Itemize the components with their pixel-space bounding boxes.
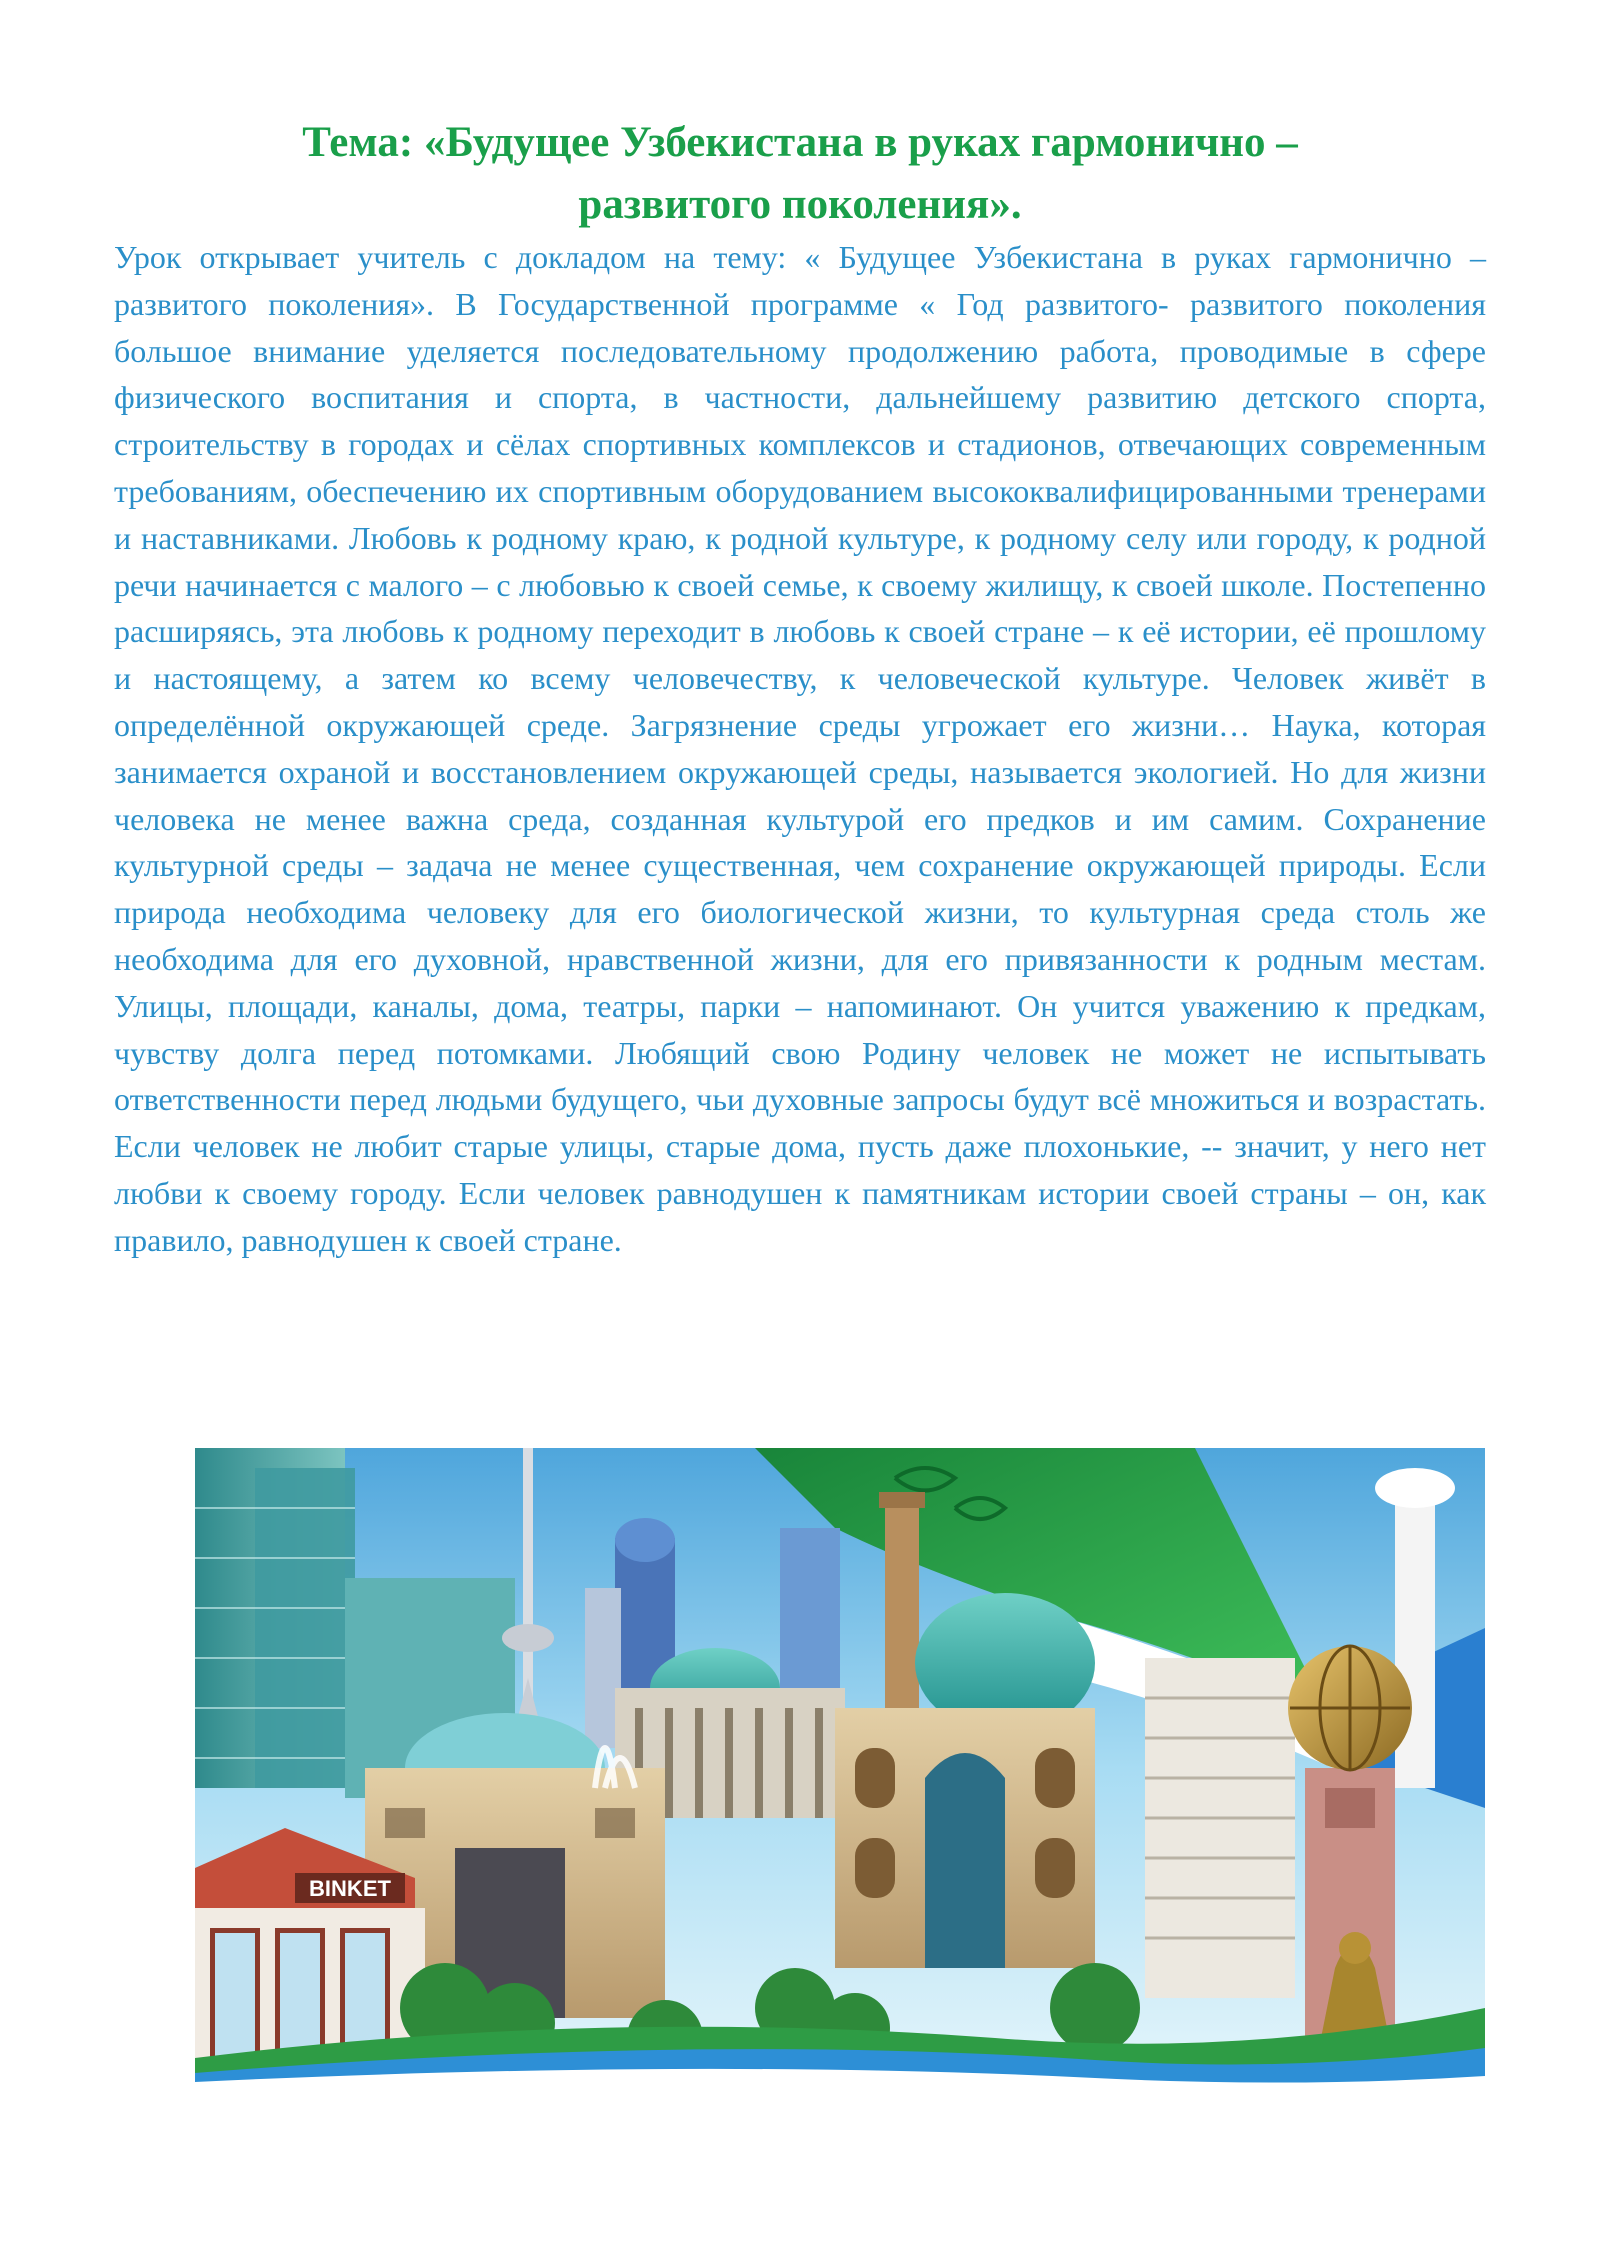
hotel-building xyxy=(1145,1658,1295,1998)
tv-tower-pod xyxy=(502,1624,554,1652)
tashkent-landmarks-collage xyxy=(195,1448,1485,2090)
binket-sign: BINKET xyxy=(309,1876,391,1901)
document-body: Урок открывает учитель с докладом на тему: « Будущее Узбекистана в руках гармонично – развитого поколения». В Государственной программе « Год развитого- развитого поколения большое внимание уделяется последовательному продолжению работа, проводимые в сфере физического воспитания и спорта, в частности, дальнейшему развитию детского спорта, строительству в городах и сёлах спортивных комплексов и стадионов, отвечающих современным требованиям, обеспечению их спортивным оборудованием высококвалифицированными тренерами и наставниками. Любовь к родному краю, к родной культуре, к родному селу или городу, к родной речи начинается с малого – с любовью к своей семье, к своему жилищу, к своей школе. Постепенно расширяясь, эта любовь к родному переходит в любовь к своей стране – к её истории, её прошлому и настоящему, а затем ко всему человечеству, к человеческой культуре. Человек живёт в определённой окружающей среде. Загрязнение среды угрожает его жизни… Наука, которая занимается охраной и восстановлением окружающей среды, называется экологией. Но для жизни человека не менее важна среда, созданная культурой его предков и им самим. Сохранение культурной среды – задача не менее существенная, чем сохранение окружающей природы. Если природа необходима человеку для его биологической жизни, то культурная среда столь же необходима для его духовной, нравственной жизни, для его привязанности к родным местам. Улицы, площади, каналы, дома, театры, парки – напоминают. Он учится уважению к предкам, чувству долга перед потомками. Любящий свою Родину человек не может не испытывать ответственности перед людьми будущего, чьи духовные запросы будут всё множиться и возрастать. Если человек не любит старые улицы, старые дома, пусть даже плохонькие, -- значит, у него нет любви к своему городу. Если человек равнодушен к памятникам истории своей страны – он, как правило, равнодушен к своей стране. xyxy=(114,239,1486,1258)
madrasa-portal-arch xyxy=(925,1753,1005,1968)
document-title: Тема: «Будущее Узбекистана в руках гармонично – развитого поколения». xyxy=(302,119,1298,228)
glass-tower-2 xyxy=(255,1468,355,1788)
